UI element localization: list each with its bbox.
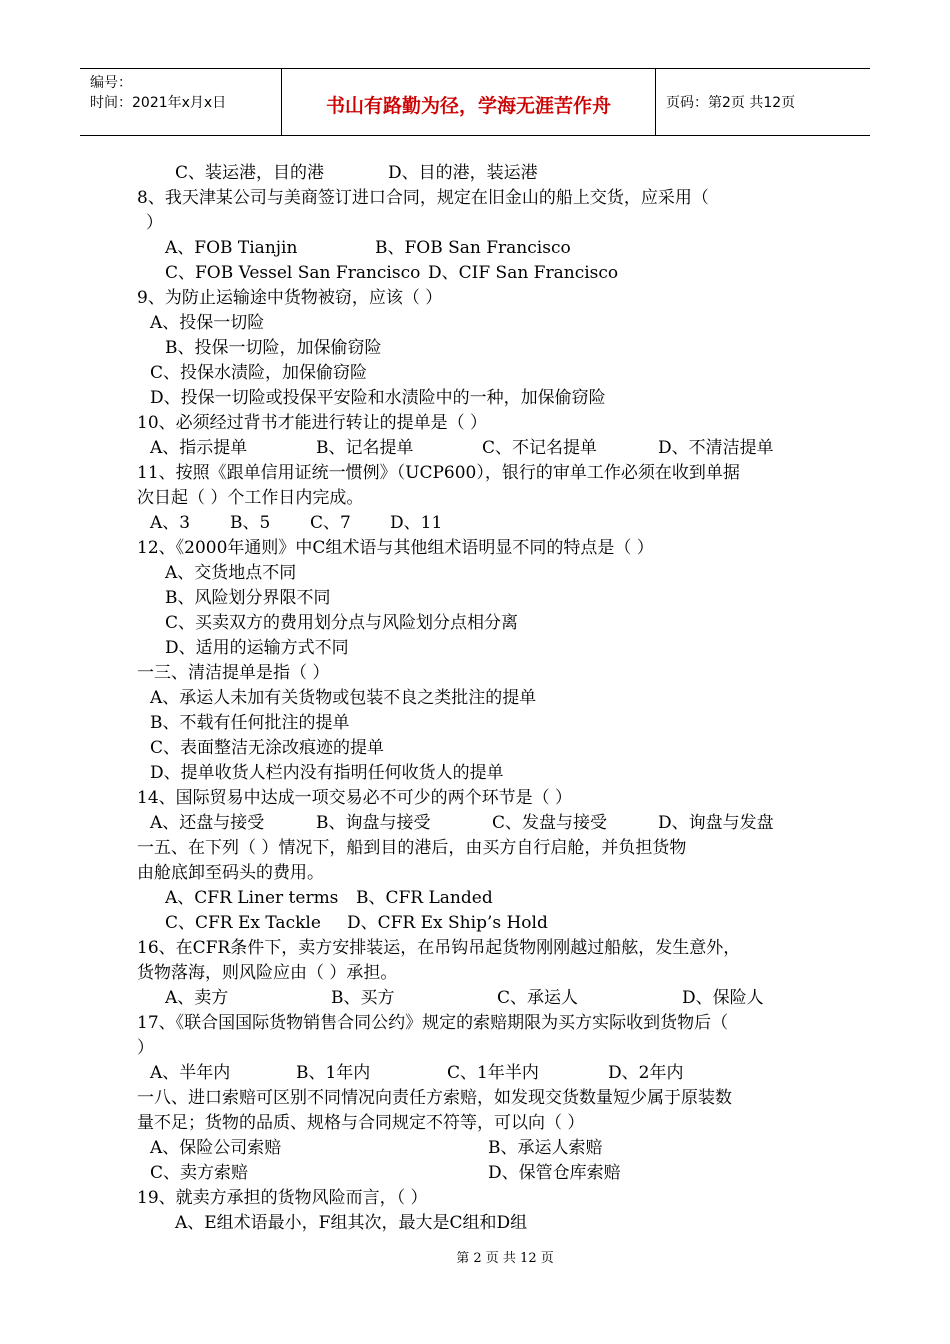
q7-option-d: D、目的港，装运港 [388, 163, 538, 183]
q13-option-d-text: D、提单收货人栏内没有指明任何收货人的提单 [150, 763, 504, 783]
q16-option-d: D、保险人 [682, 988, 764, 1008]
q8-option-c: C、FOB Vessel San Francisco [165, 263, 421, 283]
q8-stem-cont [0, 211, 950, 236]
q18-stem-cont [0, 1111, 950, 1136]
page-footer [0, 1247, 950, 1266]
q11-stem-line2: 次日起（ ）个工作日内完成。 [137, 488, 364, 508]
q10-option-b: B、记名提单 [316, 438, 414, 458]
q11-stem [0, 461, 950, 486]
q15-stem-line1: 一五、在下列（ ）情况下，船到目的港后，由买方自行启舱，并负担货物 [137, 838, 687, 858]
q19-option-a-text: A、E组术语最小，F组其次，最大是C组和D组 [175, 1213, 528, 1233]
q9-option-c-text: C、投保水渍险，加保偷窃险 [150, 363, 368, 383]
q16-option-c: C、承运人 [497, 988, 579, 1008]
q14-option-c: C、发盘与接受 [492, 813, 608, 833]
q15-option-b: B、CFR Landed [356, 888, 493, 908]
serial-label: 编号： [90, 75, 132, 91]
q11-option-d: D、11 [390, 513, 443, 533]
q16-stem-line1: 16、在CFR条件下，卖方安排装运，在吊钩吊起货物刚刚越过船舷，发生意外， [137, 938, 741, 958]
header-page-info: 页码：第2页 共12页 [666, 95, 796, 111]
q11-option-c: C、7 [310, 513, 351, 533]
q11-stem-cont [0, 486, 950, 511]
q15-stem [0, 836, 950, 861]
q8-options-row2 [0, 261, 950, 286]
q8-option-d: D、CIF San Francisco [428, 263, 619, 283]
page-footer-text: 第 2 页 共 12 页 [456, 1251, 554, 1266]
q10-option-d: D、不清洁提单 [658, 438, 774, 458]
q17-option-d: D、2年内 [608, 1063, 684, 1083]
q12-option-c [0, 611, 950, 636]
q9-stem [0, 286, 950, 311]
q17-stem-line1: 17、《联合国国际货物销售合同公约》规定的索赔期限为买方实际收到货物后（ [137, 1013, 729, 1033]
q8-option-a: A、FOB Tianjin [165, 238, 298, 258]
q14-stem [0, 786, 950, 811]
header-meta [80, 69, 282, 135]
q10-option-c: C、不记名提单 [482, 438, 598, 458]
q12-option-d-text: D、适用的运输方式不同 [165, 638, 349, 658]
q11-options [0, 511, 950, 536]
q16-stem-cont [0, 961, 950, 986]
q18-option-b: B、承运人索赔 [488, 1138, 603, 1158]
q13-option-c-text: C、表面整洁无涂改痕迹的提单 [150, 738, 385, 758]
q15-stem-cont [0, 861, 950, 886]
document-body [0, 161, 950, 1236]
q12-option-d [0, 636, 950, 661]
q12-option-a [0, 561, 950, 586]
q9-option-c [0, 361, 950, 386]
q18-stem-line1: 一八、进口索赔可区别不同情况向责任方索赔，如发现交货数量短少属于原装数 [137, 1088, 732, 1108]
q9-stem-text: 9、为防止运输途中货物被窃，应该（ ） [137, 288, 443, 308]
q13-stem [0, 661, 950, 686]
q8-options-row1 [0, 236, 950, 261]
q17-options [0, 1061, 950, 1086]
q13-option-a [0, 686, 950, 711]
q10-stem-text: 10、必须经过背书才能进行转让的提单是（ ） [137, 413, 488, 433]
q13-option-c [0, 736, 950, 761]
header-motto: 书山有路勤为径，学海无涯苦作舟 [282, 69, 656, 135]
q18-stem [0, 1086, 950, 1111]
q9-option-b [0, 336, 950, 361]
q19-option-a [0, 1211, 950, 1236]
q18-option-a: A、保险公司索赔 [150, 1138, 282, 1158]
q8-option-b: B、FOB San Francisco [375, 238, 571, 258]
q17-stem [0, 1011, 950, 1036]
q13-stem-text: 一三、清洁提单是指（ ） [137, 663, 330, 683]
q10-option-a: A、指示提单 [150, 438, 248, 458]
q15-option-d: D、CFR Ex Ship’s Hold [347, 913, 548, 933]
q11-option-a: A、3 [150, 513, 191, 533]
q17-option-b: B、1年内 [296, 1063, 371, 1083]
q18-options-row1 [0, 1136, 950, 1161]
q15-stem-line2: 由舱底卸至码头的费用。 [137, 863, 324, 883]
q8-stem-line2: ） [146, 213, 163, 233]
q9-option-d [0, 386, 950, 411]
q12-option-b [0, 586, 950, 611]
q12-option-b-text: B、风险划分界限不同 [165, 588, 331, 608]
q9-option-a-text: A、投保一切险 [150, 313, 265, 333]
page-header [80, 68, 870, 136]
q14-options [0, 811, 950, 836]
q13-option-a-text: A、承运人未加有关货物或包装不良之类批注的提单 [150, 688, 537, 708]
q18-option-c: C、卖方索赔 [150, 1163, 249, 1183]
q19-stem-text: 19、就卖方承担的货物风险而言，（ ） [137, 1188, 428, 1208]
q16-option-a: A、卖方 [165, 988, 229, 1008]
q17-stem-cont [0, 1036, 950, 1061]
q10-stem [0, 411, 950, 436]
q15-option-c: C、CFR Ex Tackle [165, 913, 321, 933]
q19-stem [0, 1186, 950, 1211]
q8-stem [0, 186, 950, 211]
q16-options [0, 986, 950, 1011]
q18-stem-line2: 量不足；货物的品质、规格与合同规定不符等，可以向（ ） [137, 1113, 585, 1133]
q17-option-a: A、半年内 [150, 1063, 231, 1083]
date-line: 时间：2021年x月x日 [90, 95, 227, 111]
q16-option-b: B、买方 [331, 988, 395, 1008]
q14-stem-text: 14、国际贸易中达成一项交易必不可少的两个环节是（ ） [137, 788, 573, 808]
q12-stem [0, 536, 950, 561]
q9-option-d-text: D、投保一切险或投保平安险和水渍险中的一种，加保偷窃险 [150, 388, 606, 408]
q7-options [0, 161, 950, 186]
q17-stem-line2: ） [137, 1038, 154, 1058]
q14-option-a: A、还盘与接受 [150, 813, 265, 833]
q12-stem-text: 12、《2000年通则》中C组术语与其他组术语明显不同的特点是（ ） [137, 538, 654, 558]
q13-option-b-text: B、不载有任何批注的提单 [150, 713, 350, 733]
q9-option-b-text: B、投保一切险，加保偷窃险 [165, 338, 382, 358]
q15-options-row1 [0, 886, 950, 911]
q14-option-b: B、询盘与接受 [316, 813, 431, 833]
q12-option-a-text: A、交货地点不同 [165, 563, 297, 583]
q15-options-row2 [0, 911, 950, 936]
q9-option-a [0, 311, 950, 336]
q7-option-c: C、装运港，目的港 [175, 163, 325, 183]
q16-stem-line2: 货物落海，则风险应由（ ）承担。 [137, 963, 398, 983]
q15-option-a: A、CFR Liner terms [165, 888, 339, 908]
q12-option-c-text: C、买卖双方的费用划分点与风险划分点相分离 [165, 613, 519, 633]
q11-option-b: B、5 [230, 513, 271, 533]
q10-options [0, 436, 950, 461]
q17-option-c: C、1年半内 [447, 1063, 539, 1083]
q13-option-b [0, 711, 950, 736]
q16-stem [0, 936, 950, 961]
q14-option-d: D、询盘与发盘 [658, 813, 774, 833]
q18-options-row2 [0, 1161, 950, 1186]
q13-option-d [0, 761, 950, 786]
q11-stem-line1: 11、按照《跟单信用证统一惯例》（UCP600），银行的审单工作必须在收到单据 [137, 463, 740, 483]
q8-stem-line1: 8、我天津某公司与美商签订进口合同，规定在旧金山的船上交货，应采用（ [137, 188, 709, 208]
q18-option-d: D、保管仓库索赔 [488, 1163, 621, 1183]
